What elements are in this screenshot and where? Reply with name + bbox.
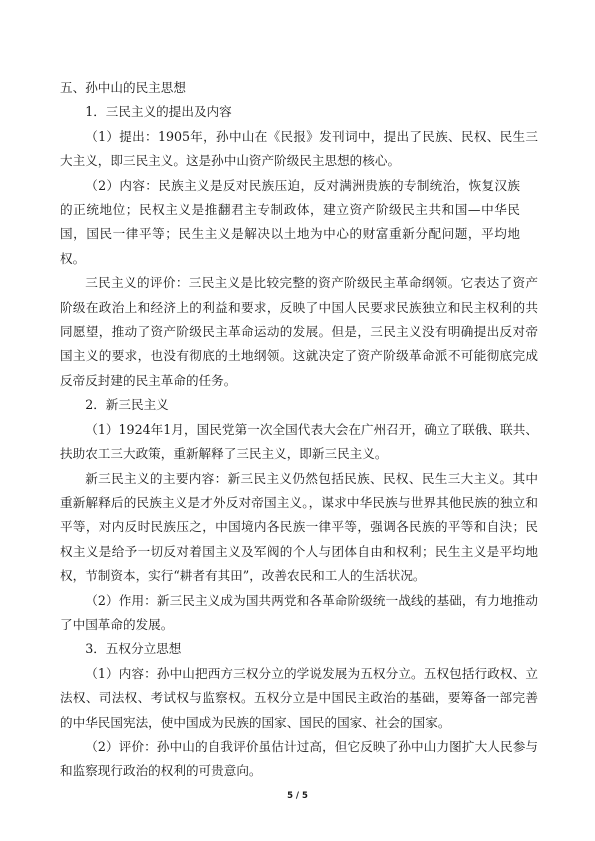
paragraph-content: （2）内容：民族主义是反对民族压迫，反对满洲贵族的专制统治，恢复汉族的正统地位；民权主义是推翻君主专制政体，建立资产阶级民主共和国—中华民国，国民一律平等；民生主义是解决以土地为中心的财富重新分配问题，平均地权。 — [60, 177, 520, 266]
paragraph-new-principles-effect: （2）作用：新三民主义成为国共两党和各革命阶级统一战线的基础，有力地推动了中国革命的发展。 — [60, 592, 538, 632]
subheading-three-principles: 1．三民主义的提出及内容 — [85, 104, 232, 120]
paragraph-1924-congress: （1）1924年1月，国民党第一次全国代表大会在广州召开，确立了联俄、联共、扶助农工三大政策，重新解释了三民主义，即新三民主义。 — [60, 421, 538, 462]
page-number: 5 / 5 — [287, 791, 308, 801]
section-heading: 五、孙中山的民主思想 — [60, 80, 186, 95]
paragraph-new-principles-content: 新三民主义的主要内容：新三民主义仍然包括民族、民权、民生三大主义。其中重新解释后的民族主义是才外反对帝国主义。，谋求中华民族与世界其他民族的独立和平等，对内反时民族压之，中国境内各民族一律平等，强调各民族的平等和自決；民权主义是给予一切反对着国主义及军阀的个人与团体自由和权利；民生主义是平均地权，节制资本，实行“耕者有其田”，改善农民和工人的生活状况。 — [60, 470, 538, 584]
subheading-new-three-principles: 2．新三民主义 — [85, 397, 169, 413]
paragraph-five-powers-content: （1）内容：孙中山把西方三权分立的学说发展为五权分立。五权包括行政权、立法权、司法权、考试权与监察权。五权分立是中国民主政治的基础，要筹备一部完善的中华民国宪法，使中国成为民族的国家、国民的国家、社会的国家。 — [60, 665, 538, 730]
subheading-five-powers: 3．五权分立思想 — [85, 641, 182, 657]
document-body — [60, 76, 538, 784]
paragraph-proposal: （1）提出：1905年，孙中山在《民报》发刊词中，提出了民族、民权、民生三大主义，即三民主义。这是孙中山资产阶级民主思想的核心。 — [60, 128, 538, 169]
paragraph-evaluation: 三民主义的评价：三民主义是比较完整的资产阶级民主革命纲领。它表达了资产阶级在政治上和经济上的利益和要求，反映了中国人民要求民族独立和民主权利的共同愿望，推动了资产阶级民主革命运动的发展。但是，三民主义没有明确提出反对帝国主义的要求，也没有彻底的土地纲领。这就决定了资产阶级革命派不可能彻底完成反帝反封建的民主革命的任务。 — [60, 275, 538, 388]
paragraph-five-powers-evaluation: （2）评价：孙中山的自我评价虽估计过高，但它反映了孙中山力图扩大人民参与和监察现行政治的权利的可贵意向。 — [60, 738, 538, 779]
